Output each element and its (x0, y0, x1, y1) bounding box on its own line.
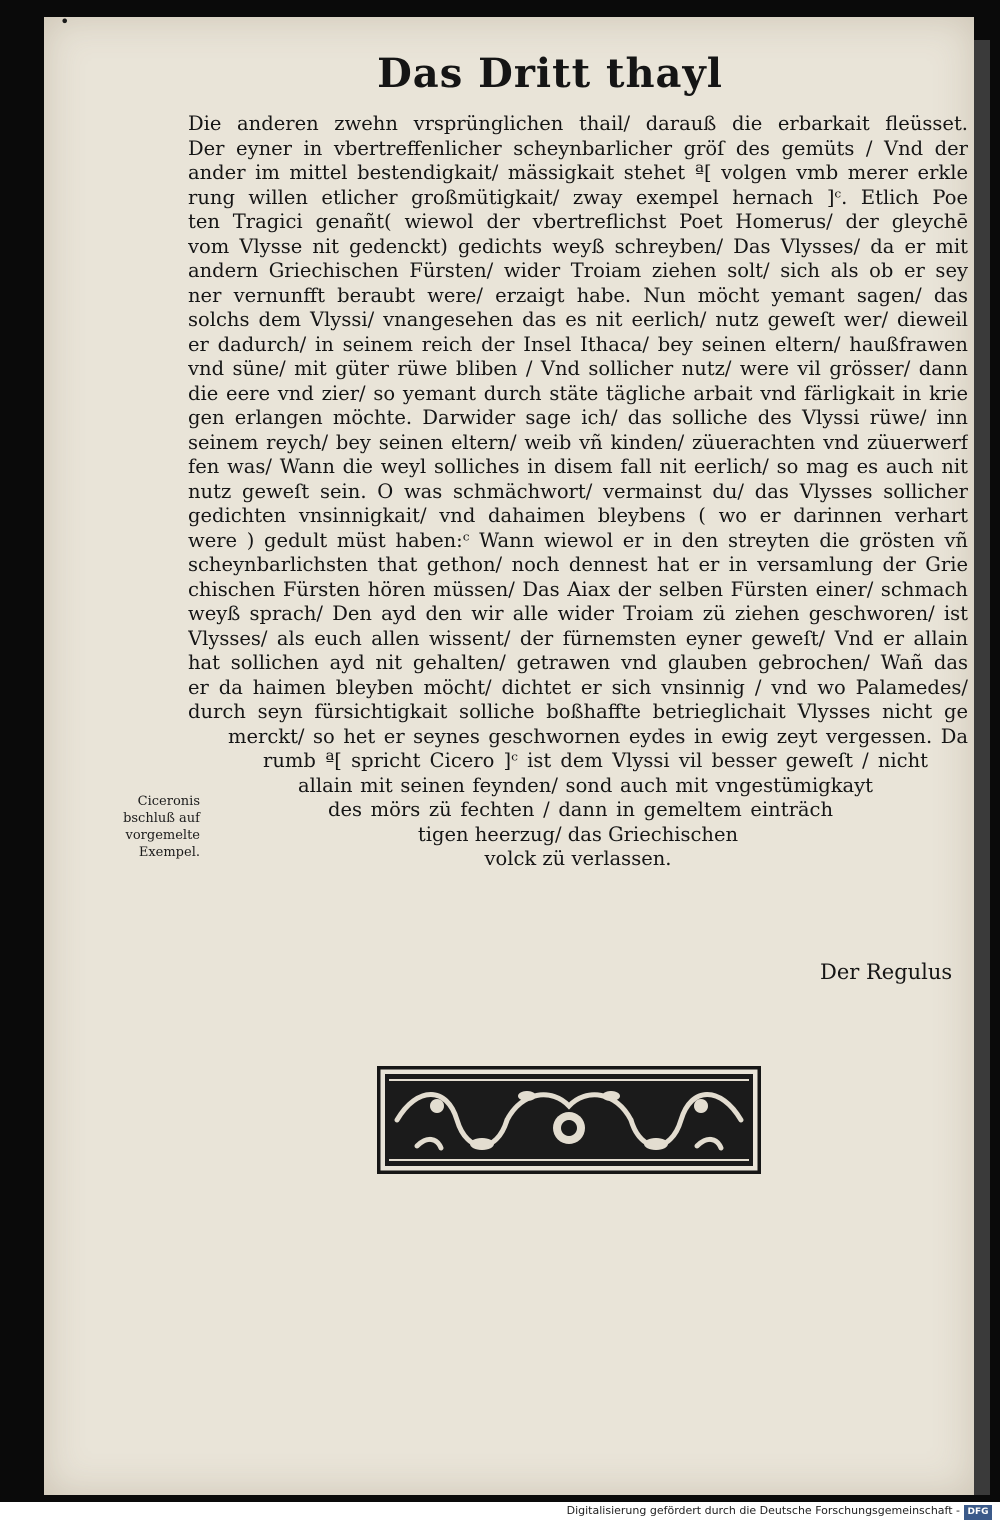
text-line: chischen Fürsten hören müssen/ Das Aiax der selben Fürsten einer/ schmach (188, 577, 968, 601)
text-line: gedichten vnsinnigkait/ vnd dahaimen bleybens ( wo er darinnen verhart (188, 504, 968, 527)
text-line: Vlysses/ als euch allen wissent/ der fürnemsten eyner geweſt/ Vnd er allain (188, 626, 968, 650)
page-edge (974, 40, 990, 1495)
running-head: Das Dritt thayl (377, 50, 723, 97)
margin-note-line: Exempel. (138, 845, 200, 860)
margin-note-line: vorgemelte (125, 828, 200, 843)
text-line: scheynbarlichsten that gethon/ noch dennest hat er in versamlung der Grie (188, 553, 968, 576)
margin-note-line: Ciceronis (137, 794, 200, 809)
text-line: volck zü verlassen. (484, 847, 672, 870)
dfg-logo: DFG (964, 1505, 992, 1520)
margin-note (82, 793, 200, 861)
text-line: ten Tragici genañt( wiewol der vbertreflichst Poet Homerus/ der gleychē (188, 210, 968, 233)
text-line: vnd süne/ mit güter rüwe bliben / Vnd sollicher nutz/ were vil grösser/ dann (188, 357, 968, 380)
text-line: seinem reych/ bey seinen eltern/ weib vñ kinden/ züuerachten vnd züuerwerf (188, 430, 968, 454)
text-line: Die anderen zwehn vrsprünglichen thail/ darauß die erbarkait fleüsset. (188, 112, 968, 135)
text-line: allain mit seinen feynden/ sond auch mit vngestümigkayt (298, 773, 873, 797)
text-line: hat sollichen ayd nit gehalten/ getrawen vnd glauben gebrochen/ Wañ das (188, 651, 968, 674)
text-line: were ) gedult müst haben:ᶜ Wann wiewol er in den streyten die grösten vñ (188, 528, 968, 552)
text-line: nutz geweſt sein. O was schmächwort/ vermainst du/ das Vlysses sollicher (188, 479, 968, 503)
text-line: ander im mittel bestendigkait/ mässigkait stehet ª[ volgen vmb merer erkle (188, 161, 968, 184)
text-line: gen erlangen möchte. Darwider sage ich/ das solliche des Vlyssi rüwe/ inn (188, 406, 968, 429)
text-line: er da haimen bleyben möcht/ dichtet er sich vnsinnig / vnd wo Palamedes/ (188, 675, 968, 699)
text-line: ner vernunfft beraubt were/ erzaigt habe. Nun möcht yemant sagen/ das (188, 283, 968, 307)
body-text (188, 112, 968, 872)
text-line: Der eyner in vbertreffenlicher scheynbarlicher gröſ des gemüts / Vnd der (188, 136, 968, 160)
footer-bar (0, 1502, 1000, 1523)
text-line: tigen heerzug/ das Griechischen (417, 822, 739, 846)
text-line: rung willen etlicher großmütigkait/ zway exempel hernach ]ᶜ. Etlich Poe (188, 185, 968, 209)
top-mark: • (60, 12, 70, 31)
text-line: merckt/ so het er seynes geschwornen eydes in ewig zeyt vergessen. Da (228, 724, 968, 748)
text-line: rumb ª[ spricht Cicero ]ᶜ ist dem Vlyssi vil besser geweſt / nicht (263, 749, 928, 772)
funding-notice: Digitalisierung gefördert durch die Deutsche Forschungsgemeinschaft - (566, 1504, 960, 1517)
text-line: durch seyn fürsichtigkait solliche boßhaffte betrieglichait Vlysses nicht ge (188, 700, 968, 723)
text-line: vom Vlysse nit gedenckt) gedichts weyß schreyben/ Das Vlysses/ da er mit (188, 234, 968, 258)
text-line: fen was/ Wann die weyl solliches in disem fall nit eerlich/ so mag es auch nit (188, 455, 968, 478)
text-line: des mörs zü fechten / dann in gemeltem einträch (328, 798, 833, 821)
woodcut-ornament (377, 1066, 761, 1174)
text-line: weyß sprach/ Den ayd den wir alle wider Troiam zü ziehen geschworen/ ist (188, 602, 968, 625)
margin-note-line: bschluß auf (123, 811, 200, 826)
text-line: andern Griechischen Fürsten/ wider Troiam ziehen solt/ sich als ob er sey (188, 259, 968, 282)
text-line: die eere vnd zier/ so yemant durch stäte tägliche arbait vnd färligkait in krie (188, 381, 968, 405)
text-line: er dadurch/ in seinem reich der Insel Ithaca/ bey seinen eltern/ haußfrawen (188, 332, 968, 356)
text-line: solchs dem Vlyssi/ vnangesehen das es nit eerlich/ nutz geweſt wer/ dieweil (188, 308, 968, 331)
catchword: Der Regulus (820, 960, 953, 984)
